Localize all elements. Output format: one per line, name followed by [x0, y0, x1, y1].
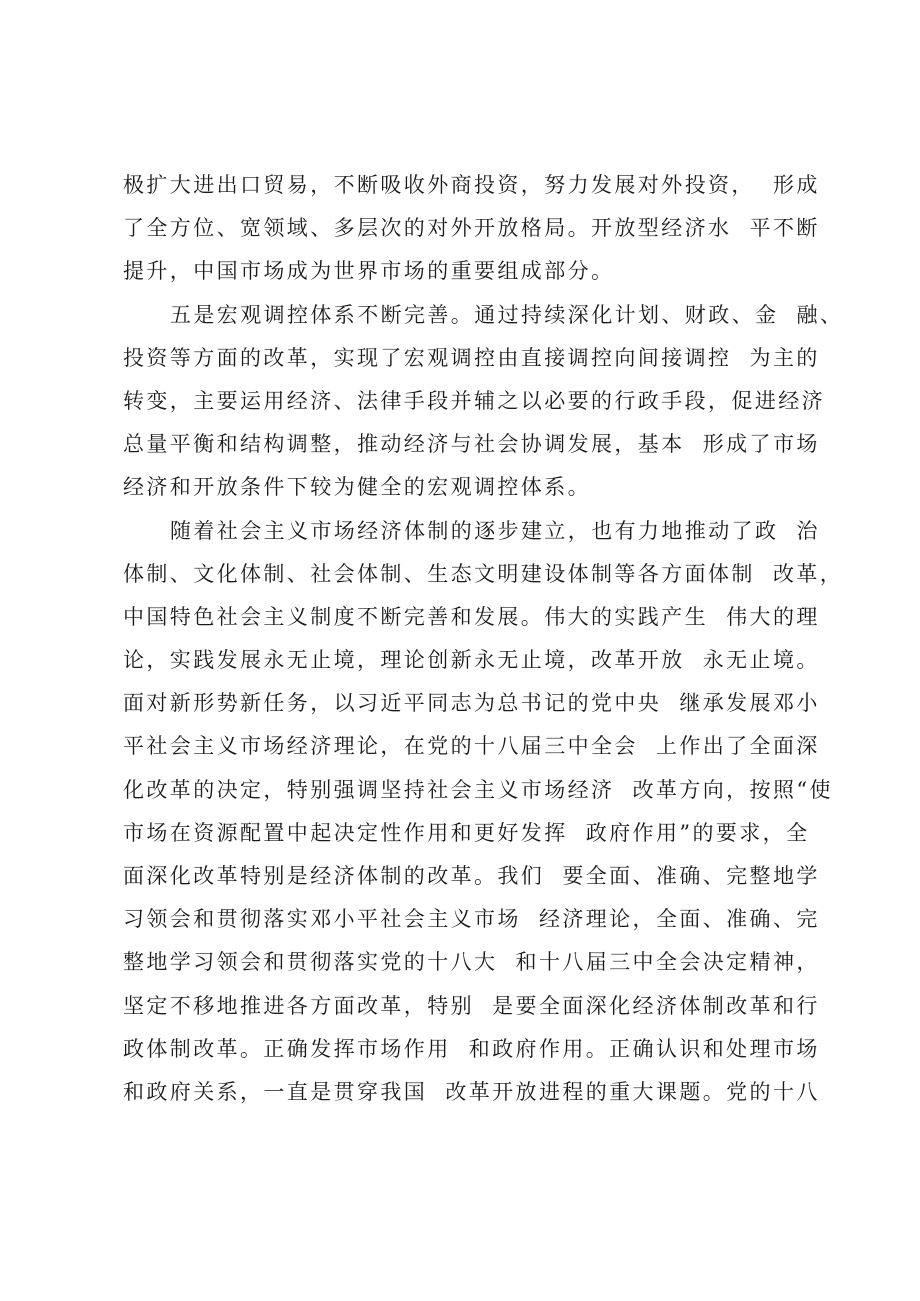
- text-line: 平社会主义市场经济理论，在党的十八届三中全会 上作出了全面深: [123, 734, 820, 759]
- paragraph-first-line: 五是宏观调控体系不断完善。通过持续深化计划、财政、金 融、: [170, 302, 844, 327]
- text-line: 和政府关系，一直是贯穿我国 改革开放进程的重大课题。党的十八: [123, 1079, 820, 1104]
- text-line: 体制、文化体制、社会体制、生态文明建设体制等各方面体制 改革，: [123, 561, 844, 586]
- text-line: 极扩大进出口贸易，不断吸收外商投资，努力发展对外投资， 形成: [123, 173, 820, 197]
- text-line: 总量平衡和结构调整，推动经济与社会协调发展，基本 形成了市场: [123, 432, 820, 457]
- text-line: 了全方位、宽领域、多层次的对外开放格局。开放型经济水 平不断: [123, 216, 820, 241]
- text-line: 坚定不移地推进各方面改革，特别 是要全面深化经济体制改革和行: [123, 993, 820, 1018]
- text-line: 面对新形势新任务，以习近平同志为总书记的党中央 继承发展邓小: [123, 691, 820, 716]
- text-line: 习领会和贯彻落实邓小平社会主义市场 经济理论，全面、准确、完: [123, 907, 820, 932]
- paragraph-first-line: 随着社会主义市场经济体制的逐步建立，也有力地推动了政 治: [170, 518, 820, 543]
- text-line: 整地学习领会和贯彻落实党的十八大 和十八届三中全会决定精神，: [123, 950, 820, 975]
- text-line: 中国特色社会主义制度不断完善和发展。伟大的实践产生 伟大的理: [123, 604, 820, 629]
- text-line: 面深化改革特别是经济体制的改革。我们 要全面、准确、完整地学: [123, 864, 820, 888]
- text-line: 投资等方面的改革，实现了宏观调控由直接调控向间接调控 为主的: [123, 345, 820, 370]
- text-line: 化改革的决定，特别强调坚持社会主义市场经济 改革方向，按照“使: [123, 777, 833, 802]
- text-line: 转变，主要运用经济、法律手段并辅之以必要的行政手段，促进经济: [123, 388, 825, 413]
- body-text: [123, 164, 844, 1114]
- text-line: 经济和开放条件下较为健全的宏观调控体系。: [123, 475, 591, 500]
- text-line: 论，实践发展永无止境，理论创新永无止境，改革开放 永无止境。: [123, 648, 820, 673]
- text-line: 市场在资源配置中起决定性作用和更好发挥 政府作用”的要求，全: [123, 820, 810, 845]
- text-line: 提升，中国市场成为世界市场的重要组成部分。: [123, 259, 615, 284]
- text-line: 政体制改革。正确发挥市场作用 和政府作用。正确认识和处理市场: [123, 1036, 820, 1061]
